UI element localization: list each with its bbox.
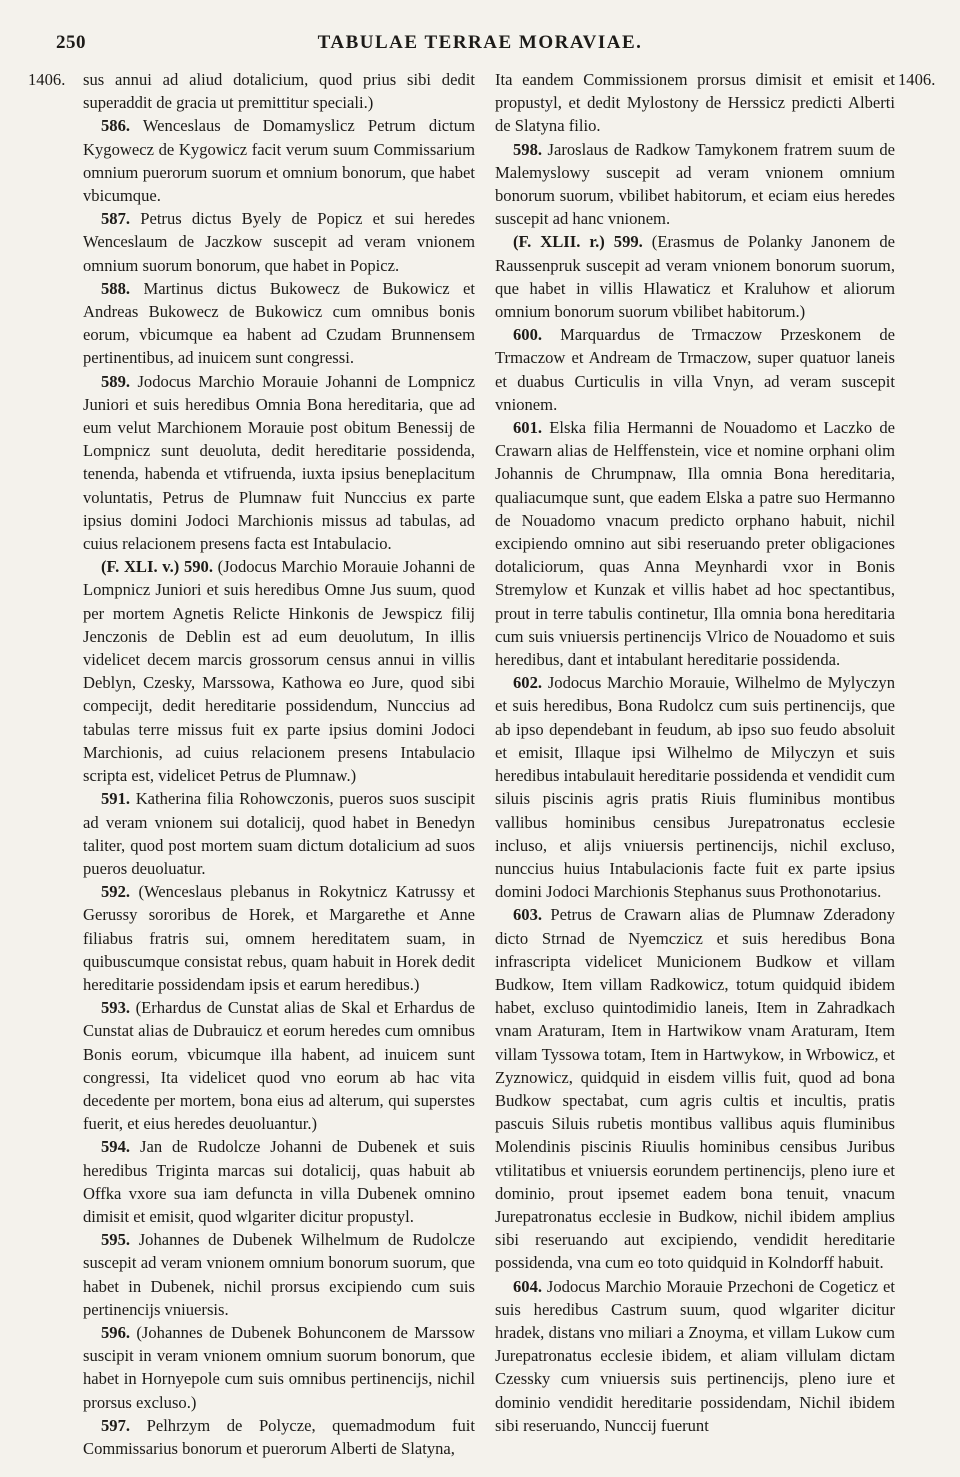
entry-text: sus annui ad aliud dotalicium, quod prius sibi dedit superaddit de gracia ut premittitur speciali.) bbox=[83, 70, 475, 113]
entry-number: 587. bbox=[101, 209, 131, 229]
entry-number: 589. bbox=[101, 371, 131, 391]
entry-text: Jodocus Marchio Morauie Johanni de Lompnicz Juniori et suis heredibus Omnia Bona hereditaria, que ad eum velut Marchionem Morauie post obitum Benessij de Lompnicz sunt deuoluta, dedit hereditarie possidenda, tenenda, habenda et vtifruenda, iuxta ipsius beneplacitum voluntatis, Petrus de Plumnaw fuit Nunccius ex parte ipsius domini Jodoci Marchionis missus ad tabulas, ad cuius relacionem presens facta est Intabulacio. bbox=[83, 371, 475, 554]
entry-paragraph bbox=[495, 671, 895, 903]
entry-paragraph bbox=[83, 880, 475, 996]
entry-number: 597. bbox=[101, 1415, 131, 1435]
entry-paragraph bbox=[495, 138, 895, 231]
entry-paragraph bbox=[83, 1414, 475, 1460]
entry-text: Jodocus Marchio Morauie Przechoni de Cogeticz et suis heredibus Castrum suum, quod wlgariter dicitur hradek, distans vno miliari a Znoyma, et villam Lukow cum Jurepatronatus ecclesie ibidem, et aliam villulam dictam Czessky cum vniuersis suis pertinencijs, pleno iure et dominio vendidit hereditarie possidendam, Nichil ibidem sibi reseruando, Nunccij fuerunt bbox=[495, 1276, 895, 1435]
entry-number: (F. XLI. v.) 590. bbox=[101, 557, 214, 577]
entry-number: 600. bbox=[513, 325, 543, 345]
entry-number: 598. bbox=[513, 139, 543, 159]
entry-text: Katherina filia Rohowczonis, pueros suos suscipit ad veram vnionem sui dotalicij, quod habet in Benedyn taliter, quod post mortem suam dictum dotalicium ad suos pueros deuoluatur. bbox=[83, 789, 475, 878]
entry-text: Petrus dictus Byely de Popicz et sui heredes Wenceslaum de Jaczkow suscepit ad veram vnionem omnium suorum bonorum, que habet in Popicz. bbox=[83, 209, 475, 275]
entry-text: (Jodocus Marchio Morauie Johanni de Lompnicz Juniori et suis heredibus Omne Jus suum, quod per mortem Agnetis Relicte Hinkonis de Jewspicz filij Jenczonis de Deblin est ad eum deuolutum, In illis videlicet decem marcis grossorum census annui in villis Deblyn, Czesky, Marssowa, Kathowa eo Jure, quod sibi compecijt, dedit hereditarie possidendum, Nunccius ad tabulas terre missus fuit ex parte ipsius domini Jodoci Marchionis, ad cuius relacionem presens Intabulacio scripta est, videlicet Petrus de Plumnaw.) bbox=[83, 557, 475, 786]
entry-number: 603. bbox=[513, 905, 543, 925]
entry-text: Martinus dictus Bukowecz de Bukowicz et Andreas Bukowecz de Bukowicz cum omnibus bonis eorum, vbicumque ea habent ad Czudam Brunnensem pertinentibus, ad inuicem sunt congressi. bbox=[83, 278, 475, 368]
margin-year-left: 1406. bbox=[28, 70, 66, 89]
entry-paragraph bbox=[83, 370, 475, 556]
entry-number: 604. bbox=[513, 1276, 543, 1296]
entry-number: (F. XLII. r.) 599. bbox=[513, 232, 643, 252]
entry-number: 596. bbox=[101, 1322, 131, 1342]
running-title: TABULAE TERRAE MORAVIAE. bbox=[317, 32, 643, 53]
entry-text: (Erhardus de Cunstat alias de Skal et Erhardus de Cunstat alias de Dubrauicz et eorum heredes cum omnibus Bonis eorum, vbicumque illa habent, ad inuicem sunt congressi, Ita videlicet quod vno eorum ab hac vita decedente per mortem, bona eius ad alterum, qui superstes fuerit, et eius heredes deuoluantur.) bbox=[83, 998, 475, 1134]
entry-text: Elska filia Hermanni de Nouadomo et Laczko de Crawarn alias de Helffenstein, vice et nomine orphani olim Johannis de Chrumpnaw, Illa omnia Bona hereditaria, qualiacumque sunt, que eadem Elska a patre suo Hermanno de Nouadomo vnacum predicto orphano habuit, nichil excipiendo omnino aut sibi reseruando preter obligaciones dotaliciorum, quas Anna Meynhardi vxor in Bonis Stremylow et Kunzak et villis habet ad hoc spectantibus, prout in terre tabulis continetur, Illa omnia bona hereditaria cum suis vniuersis pertinencijs Vlrico de Nouadomo et suis heredibus, dant et intabulant hereditarie possidenda. bbox=[495, 418, 896, 670]
entry-number: 595. bbox=[101, 1230, 131, 1250]
entry-paragraph bbox=[495, 323, 895, 416]
entry-number: 601. bbox=[513, 418, 543, 438]
right-column bbox=[495, 68, 895, 1437]
entry-paragraph bbox=[83, 277, 475, 370]
entry-paragraph bbox=[83, 555, 475, 787]
left-column bbox=[83, 68, 475, 1460]
entry-text: Jodocus Marchio Morauie, Wilhelmo de Mylyczyn et suis heredibus, Bona Rudolcz cum suis pertinencijs, que ab ipso dependebant in feudum, ab ipso suo feudo absoluit et emisit, Illaque ipsi Wilhelmo de Milyczyn et suis heredibus intabulauit hereditarie possidenda et vendidit cum siluis piscinis agris pratis Riuis fluminibus montibus vallibus hominibus censibus Jurepatronatus ecclesie incluso, et alijs vniuersis pertinencijs, nichil excluso, nunccius huius Intabulacionis facte fuit ex parte ipsius domini Jodoci Marchionis Stephanus suus Prothonotarius. bbox=[495, 673, 895, 902]
entry-paragraph bbox=[83, 114, 475, 207]
entry-paragraph bbox=[83, 207, 475, 277]
entry-paragraph bbox=[83, 996, 475, 1135]
entry-text: (Erasmus de Polanky Janonem de Raussenpruk suscepit ad veram vnionem bonorum suorum, que habet in villis Hlawaticz et Kraluhow et aliorum omnium bonorum suorum vbilibet habitorum.) bbox=[495, 232, 895, 322]
entry-paragraph bbox=[495, 1275, 895, 1437]
entry-paragraph bbox=[495, 68, 895, 138]
entry-text: (Wenceslaus plebanus in Rokytnicz Katrussy et Gerussy sororibus de Horek, et Margarethe et Anne filiabus fratris sui, omnem hereditatem suam, in quibuscumque consistat rebus, quam habuit in Horek dedit hereditarie possidendam ipsis et earum heredibus.) bbox=[83, 882, 475, 994]
margin-year-right: 1406. bbox=[898, 70, 936, 89]
entry-paragraph bbox=[495, 903, 895, 1274]
entry-paragraph bbox=[83, 1228, 475, 1321]
entry-text: Ita eandem Commissionem prorsus dimisit et emisit et propustyl, et dedit Mylostony de Herssicz predicti Alberti de Slatyna filio. bbox=[495, 70, 895, 136]
entry-number: 602. bbox=[513, 673, 543, 693]
entry-paragraph bbox=[495, 416, 895, 671]
entry-number: 592. bbox=[101, 882, 131, 902]
entry-text: Marquardus de Trmaczow Przeskonem de Trmaczow et Andream de Trmaczow, super quatuor laneis et duabus Curticulis in villa Vnyn, ad veram suscepit vnionem. bbox=[495, 325, 895, 414]
entry-number: 594. bbox=[101, 1137, 131, 1157]
entry-number: 588. bbox=[101, 278, 131, 298]
entry-text: Wenceslaus de Domamyslicz Petrum dictum Kygowecz de Kygowicz facit verum suum Commissarium omnium puerorum suorum et omnium bonorum, que habet vbicumque. bbox=[83, 116, 475, 206]
entry-number: 591. bbox=[101, 789, 131, 809]
page-header bbox=[0, 32, 960, 60]
entry-text: (Johannes de Dubenek Bohunconem de Marssow suscipit in veram vnionem omnium suorum bonorum, que habet in Hornyepole cum suis omnibus pertinencijs, nichil prorsus excluso.) bbox=[83, 1322, 475, 1412]
entry-number: 593. bbox=[101, 998, 131, 1018]
entry-text: Jan de Rudolcze Johanni de Dubenek et suis heredibus Triginta marcas sui dotalicij, quas habuit ab Offka vxore sua iam defuncta in villa Dubenek omnino dimisit et emisit, quod wlgariter dicitur propustyl. bbox=[83, 1137, 476, 1226]
entry-paragraph bbox=[83, 1135, 475, 1228]
entry-text: Jaroslaus de Radkow Tamykonem fratrem suum de Malemyslowy suscepit ad veram vnionem omnium bonorum suorum, vbilibet habitorum, et eciam eius heredes suscepit ad hanc vnionem. bbox=[495, 139, 895, 229]
entry-paragraph bbox=[495, 230, 895, 323]
entry-paragraph bbox=[83, 68, 475, 114]
entry-text: Johannes de Dubenek Wilhelmum de Rudolcze suscepit ad veram vnionem omnium bonorum suorum, que habet in Dubenek, nichil prorsus excipiendo cum suis pertinencijs vniuersis. bbox=[83, 1230, 475, 1319]
entry-text: Pelhrzym de Polycze, quemadmodum fuit Commissarius bonorum et puerorum Alberti de Slatyna, bbox=[83, 1415, 475, 1458]
entry-number: 586. bbox=[101, 116, 131, 136]
page-number: 250 bbox=[56, 32, 86, 53]
entry-paragraph bbox=[83, 787, 475, 880]
entry-paragraph bbox=[83, 1321, 475, 1414]
entry-text: Petrus de Crawarn alias de Plumnaw Zderadony dicto Strnad de Nyemczicz et suis heredibus Bona infrascripta videlicet Municionem Budkow et villam Budkow, Item villam Radkowicz, totum quidquid ibidem habet, excluso quintodimidio laneis, Item in Zahradkach vnam Araturam, Item in Hartwikow vnam Araturam, Item villam Tyssowa totam, Item in Hartwykow, in Wrbowicz, et Zyznowicz, quidquid in eisdem villis fuit, quod ad bona Budkow spectabat, cum agris cultis et incultis, pratis pascuis Siluis rubetis montibus vallibus aquis fluminibus Molendinis piscinis Riuulis hominibus censibus Juribus vtilitatibus et vniuersis eorundem pertinencijs, pleno iure et dominio, prout ipsemet eadem bona tenuit, vnacum Jurepatronatus ecclesie in Budkow, nichil ibidem amplius sibi reseruando aut excipiendo, vendidit hereditarie possidenda, vna cum eo toto quidquid in Kolndorff habuit. bbox=[495, 905, 895, 1273]
